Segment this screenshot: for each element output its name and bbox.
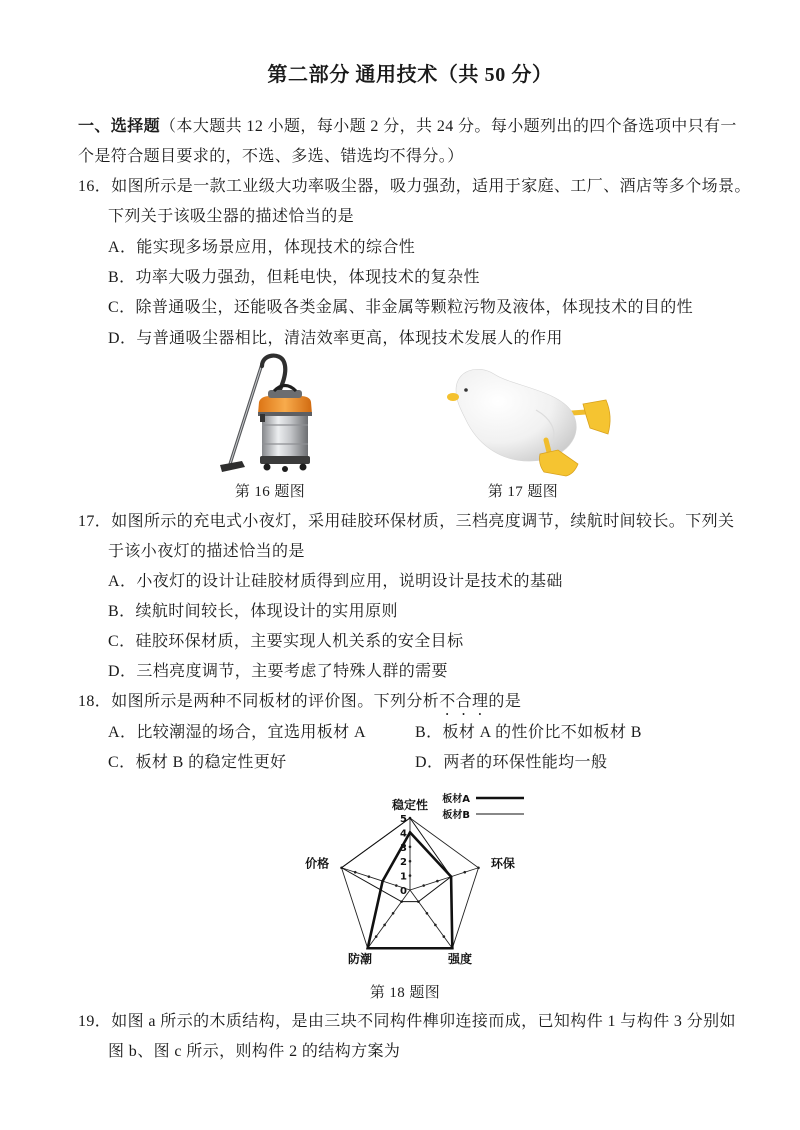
radar-tick-dot (383, 924, 386, 927)
question-17-option-d (108, 661, 448, 683)
vacuum-canister (262, 412, 308, 458)
question-16-stem (78, 176, 751, 198)
question-17-stem-continued: 于该小夜灯的描述恰当的是 (108, 543, 305, 560)
radar-axis-label: 稳定性 (391, 798, 429, 812)
radar-axis-label: 价格 (305, 856, 330, 871)
option-text: 两者的环保性能均一般 (443, 754, 608, 771)
duck-eye (464, 388, 468, 392)
option-text: 板材 B 的稳定性更好 (135, 754, 287, 771)
question-stem-text: 如图所示的充电式小夜灯，采用硅胶环保材质，三档亮度调节，续航时间较长。下列关 (111, 513, 735, 530)
radar-axis-line (410, 890, 452, 948)
radar-axis-label: 强度 (447, 951, 472, 966)
radar-tick-dot (426, 912, 429, 915)
question-18-option-b (415, 722, 642, 744)
question-16-option-d (108, 328, 563, 350)
option-text: 续航时间较长，体现设计的实用原则 (135, 603, 398, 620)
question-16-stem-continued: 下列关于该吸尘器的描述恰当的是 (108, 208, 355, 225)
page-title: 第二部分 通用技术（共 50 分） (267, 64, 553, 86)
radar-scale-label: 4 (400, 828, 407, 840)
radar-scale-label: 0 (400, 886, 407, 897)
option-text: 除普通吸尘，还能吸各类金属、非金属等颗粒污物及液体，体现技术的目的性 (135, 299, 694, 316)
option-text: 硅胶环保材质，主要实现人机关系的安全目标 (135, 633, 464, 650)
option-label: A． (108, 724, 137, 741)
option-label: D． (415, 754, 444, 771)
question-number: 17． (78, 513, 112, 530)
option-text: 比较潮湿的场合，宜选用板材 A (136, 724, 366, 741)
vacuum-cleaner-image (218, 352, 322, 480)
radar-chart (290, 788, 535, 972)
question-stem-text: 如图所示是两种不同板材的评价图。下列分析 (111, 693, 440, 710)
radar-scale-label: 5 (400, 814, 407, 825)
question-18-option-c (108, 752, 287, 774)
question-17-stem (78, 511, 734, 533)
section-heading: 一、选择题 (78, 118, 161, 135)
figure-17-caption: 第 17 题图 (487, 484, 559, 500)
question-18-option-a (108, 722, 366, 744)
emphasized-keyword: 不合理 (439, 693, 489, 710)
question-18-option-d (415, 752, 607, 774)
duck-beak (447, 393, 459, 401)
radar-tick-dot (422, 884, 425, 887)
radar-tick-dot (463, 871, 466, 874)
radar-scale-label: 1 (400, 871, 407, 883)
radar-tick-dot (375, 935, 378, 938)
question-17-option-b (108, 601, 398, 623)
option-label: B． (415, 724, 443, 741)
radar-tick-dot (477, 866, 480, 869)
question-number: 18． (78, 693, 112, 710)
option-text: 与普通吸尘器相比，清洁效率更高，体现技术发展人的作用 (136, 330, 563, 347)
vacuum-floor-nozzle (220, 461, 245, 472)
figure-16-caption: 第 16 题图 (234, 484, 306, 500)
radar-tick-dot (443, 935, 446, 938)
option-label: B． (108, 603, 136, 620)
duck-body (456, 369, 576, 461)
question-stem-text: 如图 a 所示的木质结构，是由三块不同构件榫卯连接而成，已知构件 1 与构件 3 分别如 (111, 1013, 736, 1030)
option-label: C． (108, 299, 136, 316)
night-light-duck-image (440, 360, 615, 480)
question-number: 19． (78, 1013, 112, 1030)
vacuum-base (260, 456, 310, 472)
radar-scale-label: 2 (400, 857, 407, 869)
option-text: 功率大吸力强劲，但耗电快，体现技术的复杂性 (135, 269, 480, 286)
figure-18-caption: 第 18 题图 (369, 985, 441, 1001)
option-label: A． (108, 573, 137, 590)
option-label: C． (108, 754, 136, 771)
question-stem-text-end: 的是 (488, 693, 522, 710)
option-label: D． (108, 663, 137, 680)
option-text: 三档亮度调节，主要考虑了特殊人群的需要 (136, 663, 448, 680)
question-18-stem (78, 691, 521, 719)
option-label: C． (108, 633, 136, 650)
radar-axis-label: 环保 (490, 856, 515, 871)
radar-axis-label: 防潮 (348, 951, 373, 966)
radar-tick-dot (436, 880, 439, 883)
radar-tick-dot (395, 884, 398, 887)
radar-tick-dot (409, 874, 412, 877)
radar-tick-dot (434, 924, 437, 927)
option-label: A． (108, 239, 137, 256)
section-instructions-text: （本大题共 12 小题，每小题 2 分，共 24 分。每小题列出的四个备选项中只有一 (160, 118, 737, 135)
question-16-option-c (108, 297, 693, 319)
option-text: 能实现多场景应用，体现技术的综合性 (136, 239, 416, 256)
radar-tick-dot (368, 875, 371, 878)
option-label: B． (108, 269, 136, 286)
question-number: 16． (78, 178, 112, 195)
question-17-option-c (108, 631, 464, 653)
radar-tick-dot (354, 871, 357, 874)
radar-tick-dot (392, 912, 395, 915)
question-stem-text: 如图所示是一款工业级大功率吸尘器，吸力强劲，适用于家庭、工厂、酒店等多个场景。 (111, 178, 751, 195)
vacuum-wand (230, 364, 262, 464)
option-label: D． (108, 330, 137, 347)
question-19-stem-continued: 图 b、图 c 所示，则构件 2 的结构方案为 (108, 1043, 401, 1060)
question-19-stem (78, 1011, 736, 1033)
section-instructions-line-1 (78, 116, 737, 138)
option-text: 板材 A 的性价比不如板材 B (442, 724, 642, 741)
legend-label: 板材B (442, 810, 470, 821)
legend-label: 板材A (442, 794, 470, 805)
question-17-option-a (108, 571, 563, 593)
radar-tick-dot (409, 846, 412, 849)
radar-scale-label: 3 (400, 842, 407, 854)
question-16-option-a (108, 237, 415, 259)
radar-tick-dot (409, 860, 412, 863)
question-16-option-b (108, 267, 480, 289)
option-text: 小夜灯的设计让硅胶材质得到应用，说明设计是技术的基础 (136, 573, 563, 590)
section-instructions-line-2: 个是符合题目要求的，不选、多选、错选均不得分。） (78, 148, 464, 165)
